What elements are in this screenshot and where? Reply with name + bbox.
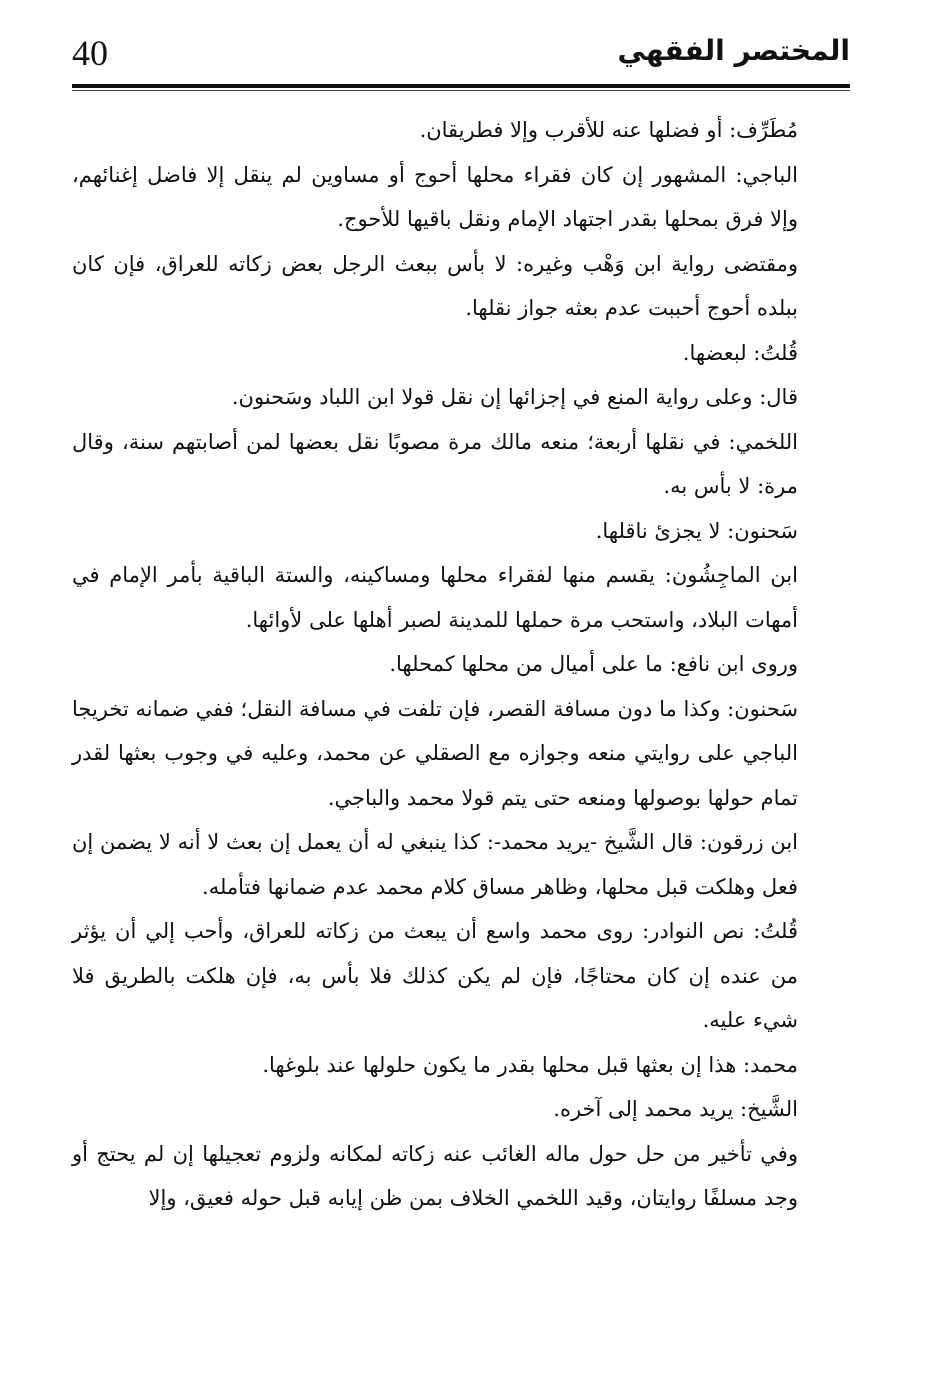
paragraph: قُلتُ: نص النوادر: روى محمد واسع أن يبعث من زكاته للعراق، وأحب إلي أن يؤثر من عنده إن كان محتاجًا، فإن لم يكن كذلك فلا بأس به، فإن هلكت بالطريق فلا شيء عليه. — [72, 919, 798, 1032]
paragraph: ومقتضى رواية ابن وَهْب وغيره: لا بأس ببعث الرجل بعض زكاته للعراق، فإن كان ببلده أحوج أحببت عدم بعثه جواز نقلها. — [72, 251, 798, 320]
paragraph: وفي تأخير من حل حول ماله الغائب عنه زكاته لمكانه ولزوم تعجيلها إن لم يحتج أو وجد مسلفًا روايتان، وقيد اللخمي الخلاف بمن ظن إيابه قبل حوله فعيق، وإلا — [72, 1141, 798, 1210]
paragraph: قُلتُ: لبعضها. — [682, 340, 798, 365]
paragraph: ابن الماجِشُون: يقسم منها لفقراء محلها ومساكينه، والستة الباقية بأمر الإمام في أمهات البلاد، واستحب مرة حملها للمدينة لصبر أهلها على لأوائها. — [72, 563, 798, 632]
paragraph: الباجي: المشهور إن كان فقراء محلها أحوج أو مساوين لم ينقل إلا فاضل إغنائهم، وإلا فرق بمحلها بقدر اجتهاد الإمام ونقل باقيها للأحوج. — [72, 162, 798, 231]
paragraph: سَحنون: لا يجزئ ناقلها. — [595, 518, 798, 543]
paragraph: الشَّيخ: يريد محمد إلى آخره. — [553, 1097, 798, 1121]
paragraph: سَحنون: وكذا ما دون مسافة القصر، فإن تلفت في مسافة النقل؛ ففي ضمانه تخريجا الباجي على روايتي منعه وجوازه مع الصقلي عن محمد، وعليه في وجوب بعثها لقدر تمام حولها بوصولها ومنعه حتى يتم قولا محمد والباجي. — [72, 696, 798, 810]
page-number: 40 — [72, 33, 108, 73]
paragraph: اللخمي: في نقلها أربعة؛ منعه مالك مرة مصوبًا نقل بعضها لمن أصابتهم سنة، وقال مرة: لا بأس به. — [72, 429, 798, 498]
paragraph: مُطَرِّف: أو فضلها عنه للأقرب وإلا فطريقان. — [419, 118, 798, 142]
paragraph: ابن زرقون: قال الشَّيخ -يريد محمد-: كذا ينبغي له أن يعمل إن بعث لا أنه لا يضمن إن فعل وهلكت قبل محلها، وظاهر مساق كلام محمد عدم ضمانها فتأمله. — [72, 830, 798, 899]
paragraph: قال: وعلى رواية المنع في إجزائها إن نقل قولا ابن اللباد وسَحنون. — [231, 385, 798, 409]
body-text — [72, 108, 850, 1221]
page-header — [72, 30, 850, 88]
paragraph: وروى ابن نافع: ما على أميال من محلها كمحلها. — [389, 652, 798, 676]
running-title: المختصر الفقهي — [617, 34, 850, 67]
paragraph: محمد: هذا إن بعثها قبل محلها بقدر ما يكون حلولها عند بلوغها. — [262, 1052, 798, 1077]
header-rule-thin — [72, 90, 850, 91]
header-rule — [72, 84, 850, 88]
